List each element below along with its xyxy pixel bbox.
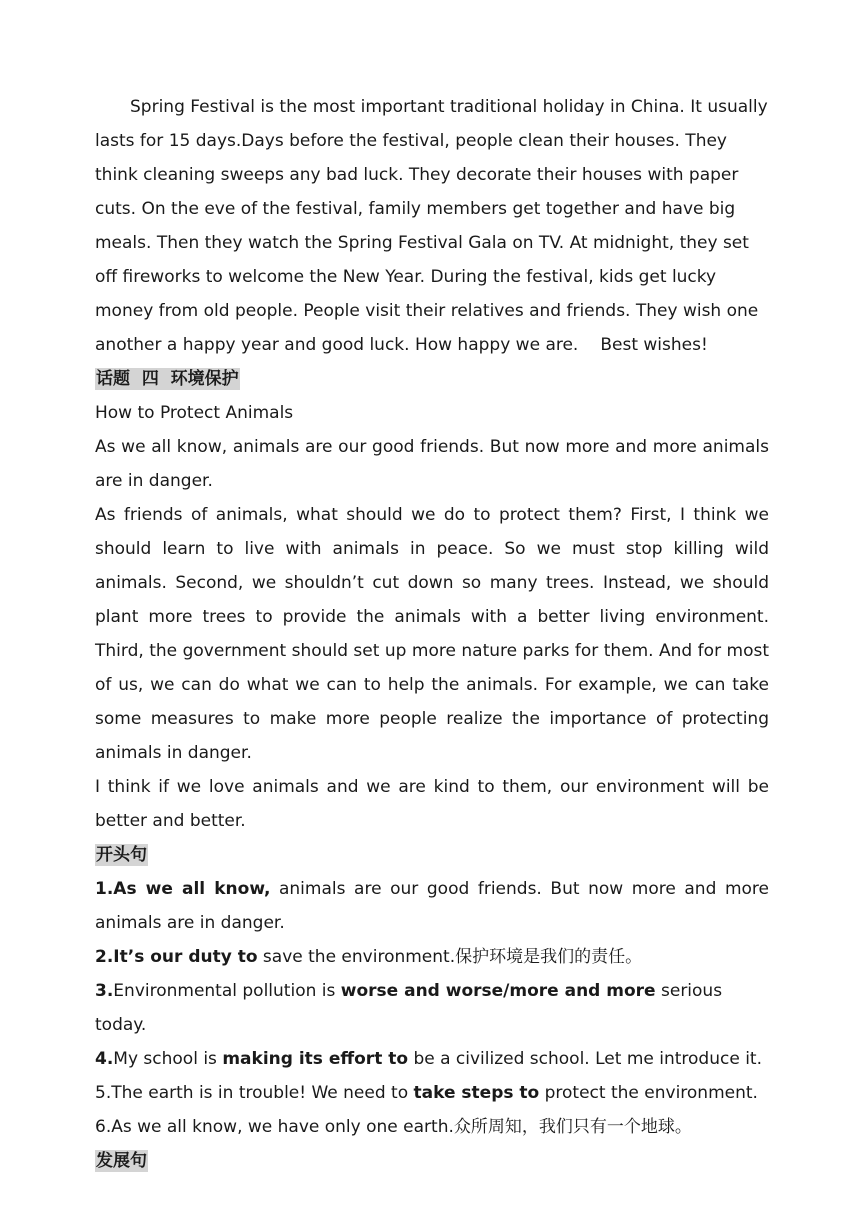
opening-heading-line (95, 838, 769, 872)
opening-sentences-heading: 开头句 (96, 845, 147, 865)
essay-paragraph-1: As we all know, animals are our good friends. But now more and more animals are in danger. (95, 437, 769, 491)
key-phrase: making its effort to (222, 1049, 409, 1069)
sentence-number: 4. (95, 1049, 114, 1069)
opening-sentence-5 (95, 1076, 769, 1110)
sentence-number: 1. (95, 879, 114, 899)
closing-text: Best wishes! (600, 335, 708, 355)
opening-sentence-3 (95, 974, 769, 1042)
sentence-pre: My school is (113, 1049, 223, 1069)
opening-sentence-1 (95, 872, 769, 940)
sentence-pre: 5.The earth is in trouble! We need to (95, 1083, 414, 1103)
sentence-number: 3. (95, 981, 114, 1001)
spring-festival-text: Spring Festival is the most important traditional holiday in China. It usually lasts for 15 days.Days before the festival, people clean their houses. They think cleaning sweeps any bad luck. They decorate their houses with paper cuts. On the eve of the festival, family members get together and have big meals. Then they watch the Spring Festival Gala on TV. At midnight, they set off fireworks to welcome the New Year. During the festival, kids get lucky money from old people. People visit their relatives and friends. They wish one another a happy year and good luck. How happy we are. (95, 97, 768, 355)
sentence-pre: Environmental pollution is (113, 981, 341, 1001)
sentence-rest: animals are our good friends. But now more and more animals are in danger. (95, 879, 769, 933)
sentence-rest: protect the environment. (539, 1083, 758, 1103)
essay-paragraph-2: As friends of animals, what should we do to protect them? First, I think we should learn to live with animals in peace. So we must stop killing wild animals. Second, we shouldn’t cut down so many trees. Instead, we should plant more trees to provide the animals with a better living environment. Third, the government should set up more nature parks for them. And for most of us, we can do what we can to help the animals. For example, we can take some measures to make more people realize the importance of protecting animals in danger. (95, 505, 769, 763)
development-heading-line (95, 1144, 769, 1178)
key-phrase: take steps to (413, 1083, 540, 1103)
topic4-heading-line (95, 362, 769, 396)
development-sentences-heading: 发展句 (96, 1151, 147, 1171)
opening-sentence-6: 6.As we all know, we have only one earth.众所周知，我们只有一个地球。 (95, 1117, 692, 1137)
topic4-heading: 话题 四 环境保护 (96, 369, 239, 389)
spring-festival-paragraph (95, 90, 769, 362)
key-phrase: worse and worse/more and more (340, 981, 656, 1001)
key-phrase: As we all know, (113, 879, 271, 899)
essay-paragraph-3: I think if we love animals and we are kind to them, our environment will be better and better. (95, 777, 769, 831)
sentence-rest: be a civilized school. Let me introduce it. (408, 1049, 762, 1069)
key-phrase: It’s our duty to (113, 947, 258, 967)
sentence-number: 2. (95, 947, 114, 967)
document-page (95, 90, 769, 1178)
essay-title: How to Protect Animals (95, 403, 294, 423)
sentence-rest: save the environment.保护环境是我们的责任。 (257, 947, 643, 967)
opening-sentence-4 (95, 1042, 769, 1076)
opening-sentence-2 (95, 940, 769, 974)
sentence-rest: serious today. (95, 981, 723, 1035)
